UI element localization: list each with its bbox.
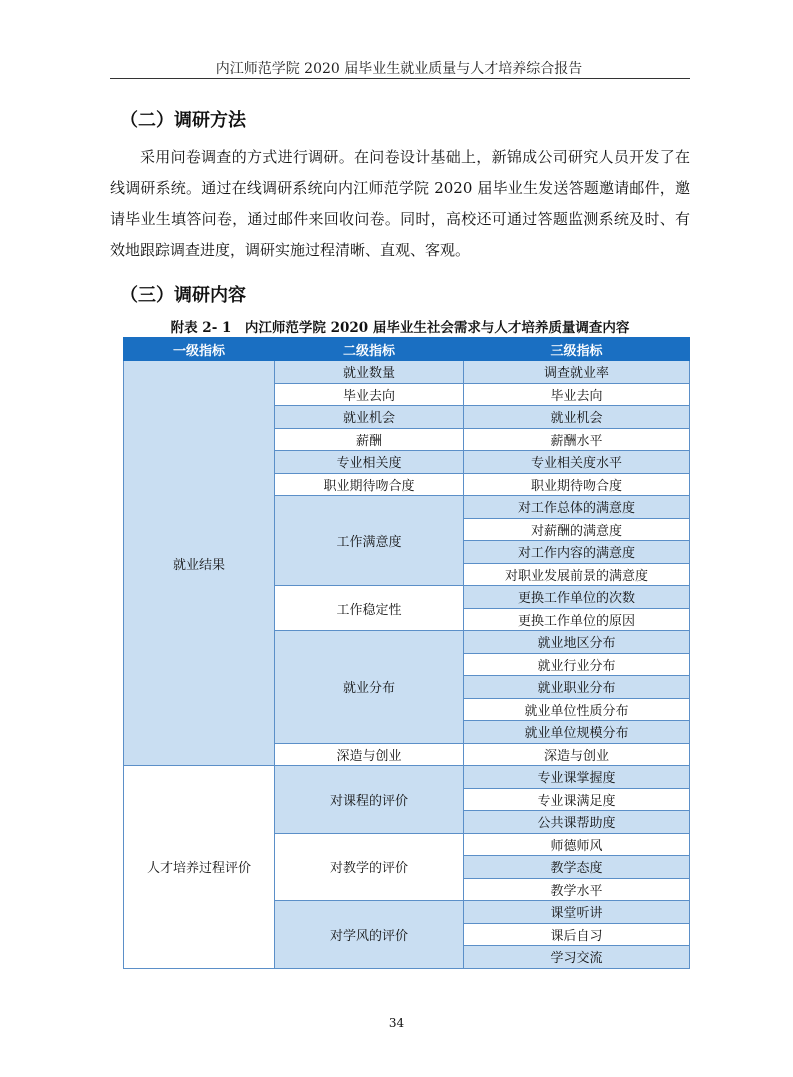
level3-cell: 毕业去向 — [464, 383, 690, 406]
level3-cell: 深造与创业 — [464, 743, 690, 766]
level3-cell: 学习交流 — [464, 946, 690, 969]
level3-cell: 就业地区分布 — [464, 631, 690, 654]
level2-cell: 对教学的评价 — [275, 833, 464, 901]
level3-cell: 就业行业分布 — [464, 653, 690, 676]
method-paragraph: 采用问卷调查的方式进行调研。在问卷设计基础上，新锦成公司研究人员开发了在线调研系统。通过在线调研系统向内江师范学院 2020 届毕业生发送答题邀请邮件，邀请毕业生填答问卷，通过邮件来回收问卷。同时，高校还可通过答题监测系统及时、有效地跟踪调查进度，调研实施过程清晰、直观、客观。 — [110, 148, 690, 259]
level2-cell: 专业相关度 — [275, 451, 464, 474]
level2-cell: 深造与创业 — [275, 743, 464, 766]
level2-cell: 工作稳定性 — [275, 586, 464, 631]
level3-cell: 教学态度 — [464, 856, 690, 879]
page-number: 34 — [388, 1016, 405, 1030]
level2-cell: 就业数量 — [275, 361, 464, 384]
level3-cell: 课后自习 — [464, 923, 690, 946]
table-row — [124, 766, 690, 789]
level3-cell: 公共课帮助度 — [464, 811, 690, 834]
level1-cell: 人才培养过程评价 — [124, 766, 275, 969]
level3-cell: 专业课满足度 — [464, 788, 690, 811]
level3-cell: 就业职业分布 — [464, 676, 690, 699]
level3-cell: 就业机会 — [464, 406, 690, 429]
level2-cell: 毕业去向 — [275, 383, 464, 406]
level2-cell: 就业分布 — [275, 631, 464, 744]
level3-cell: 薪酬水平 — [464, 428, 690, 451]
level3-cell: 课堂听讲 — [464, 901, 690, 924]
header-level3: 三级指标 — [464, 338, 690, 361]
header-level2: 二级指标 — [275, 338, 464, 361]
table-caption: 附表 2- 1 内江师范学院 2020 届毕业生社会需求与人才培养质量调查内容 — [170, 320, 630, 336]
level3-cell: 就业单位性质分布 — [464, 698, 690, 721]
level1-cell: 就业结果 — [124, 361, 275, 766]
level3-cell: 职业期待吻合度 — [464, 473, 690, 496]
level2-cell: 工作满意度 — [275, 496, 464, 586]
header-divider — [110, 78, 690, 79]
level2-cell: 对课程的评价 — [275, 766, 464, 834]
survey-content-table — [123, 337, 690, 969]
level3-cell: 更换工作单位的原因 — [464, 608, 690, 631]
level3-cell: 教学水平 — [464, 878, 690, 901]
section-heading-method: （二）调研方法 — [120, 110, 246, 131]
level3-cell: 师德师风 — [464, 833, 690, 856]
level2-cell: 就业机会 — [275, 406, 464, 429]
section-heading-content: （三）调研内容 — [120, 285, 246, 306]
level2-cell: 对学风的评价 — [275, 901, 464, 969]
level3-cell: 对职业发展前景的满意度 — [464, 563, 690, 586]
page-header: 内江师范学院 2020 届毕业生就业质量与人才培养综合报告 — [215, 61, 583, 77]
level3-cell: 调查就业率 — [464, 361, 690, 384]
table-row — [124, 361, 690, 384]
header-level1: 一级指标 — [124, 338, 275, 361]
level3-cell: 对工作内容的满意度 — [464, 541, 690, 564]
level3-cell: 对薪酬的满意度 — [464, 518, 690, 541]
level3-cell: 就业单位规模分布 — [464, 721, 690, 744]
level3-cell: 专业课掌握度 — [464, 766, 690, 789]
level2-cell: 薪酬 — [275, 428, 464, 451]
level3-cell: 专业相关度水平 — [464, 451, 690, 474]
table-header-row — [124, 338, 690, 361]
level2-cell: 职业期待吻合度 — [275, 473, 464, 496]
level3-cell: 对工作总体的满意度 — [464, 496, 690, 519]
level3-cell: 更换工作单位的次数 — [464, 586, 690, 609]
